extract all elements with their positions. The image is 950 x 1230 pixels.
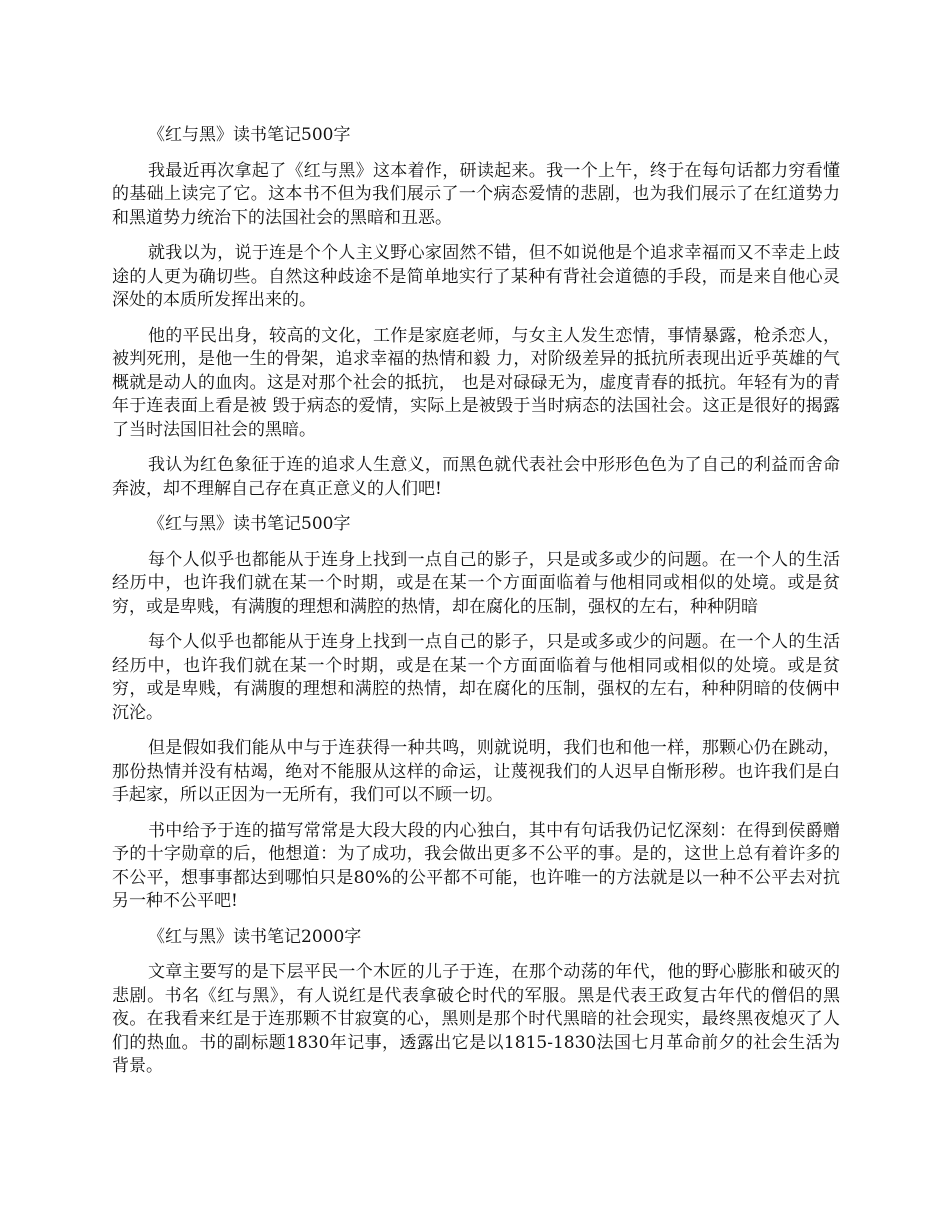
section-heading-1: 《红与黑》读书笔记500字	[148, 125, 351, 145]
document-body	[112, 124, 840, 1091]
paragraph: 每个人似乎也都能从于连身上找到一点自己的影子，只是或多或少的问题。在一个人的生活经历中，也许我们就在某一个时期，或是在某一个方面面临着与他相同或相似的处境。或是贫穷，或是卑贱，有满腹的理想和满腔的热情，却在腐化的压制，强权的左右，种种阴暗的伎俩中沉沦。	[112, 632, 840, 723]
section-heading-2: 《红与黑》读书笔记500字	[148, 514, 351, 534]
paragraph: 每个人似乎也都能从于连身上找到一点自己的影子，只是或多或少的问题。在一个人的生活经历中，也许我们就在某一个时期，或是在某一个方面面临着与他相同或相似的处境。或是贫穷，或是卑贱，有满腹的理想和满腔的热情，却在腐化的压制，强权的左右，种种阴暗	[112, 549, 840, 617]
paragraph: 我认为红色象征于连的追求人生意义，而黑色就代表社会中形形色色为了自己的利益而舍命奔波，却不理解自己存在真正意义的人们吧!	[112, 455, 840, 499]
paragraph: 书中给予于连的描写常常是大段大段的内心独白，其中有句话我仍记忆深刻：在得到侯爵赠予的十字勋章的后，他想道：为了成功，我会做出更多不公平的事。是的，这世上总有着许多的不公平，想事事都达到哪怕只是80%的公平都不可能，也许唯一的方法就是以一种不公平去对抗另一种不公平吧!	[112, 820, 840, 911]
paragraph: 我最近再次拿起了《红与黑》这本着作，研读起来。我一个上午，终于在每句话都力穷看懂的基础上读完了它。这本书不但为我们展示了一个病态爱情的悲剧，也为我们展示了在红道势力和黑道势力统治下的法国社会的黑暗和丑恶。	[112, 160, 840, 228]
paragraph: 他的平民出身，较高的文化，工作是家庭老师，与女主人发生恋情，事情暴露，枪杀恋人，被判死刑，是他一生的骨架，追求幸福的热情和毅 力，对阶级差异的抵抗所表现出近乎英雄的气概就是动人的血肉。这是对那个社会的抵抗， 也是对碌碌无为，虚度青春的抵抗。年轻有为的青年于连表面上看是被 毁于病态的爱情，实际上是被毁于当时病态的法国社会。这正是很好的揭露了当时法国旧社会的黑暗。	[112, 325, 840, 440]
paragraph: 就我以为，说于连是个个人主义野心家固然不错，但不如说他是个追求幸福而又不幸走上歧途的人更为确切些。自然这种歧途不是简单地实行了某种有背社会道德的手段，而是来自他心灵深处的本质所发挥出来的。	[112, 243, 840, 310]
paragraph: 文章主要写的是下层平民一个木匠的儿子于连，在那个动荡的年代，他的野心膨胀和破灭的悲剧。书名《红与黑》，有人说红是代表拿破仑时代的军服。黑是代表王政复古年代的僧侣的黑夜。在我看来红是于连那颗不甘寂寞的心，黑则是那个时代黑暗的社会现实，最终黑夜熄灭了人们的热血。书的副标题1830年记事，透露出它是以1815-1830法国七月革命前夕的社会生活为背景。	[112, 962, 840, 1076]
section-heading-3: 《红与黑》读书笔记2000字	[148, 926, 362, 947]
paragraph: 但是假如我们能从中与于连获得一种共鸣，则就说明，我们也和他一样，那颗心仍在跳动，那份热情并没有枯竭，绝对不能服从这样的命运，让蔑视我们的人迟早自惭形秽。也许我们是白手起家，所以正因为一无所有，我们可以不顾一切。	[112, 738, 840, 805]
